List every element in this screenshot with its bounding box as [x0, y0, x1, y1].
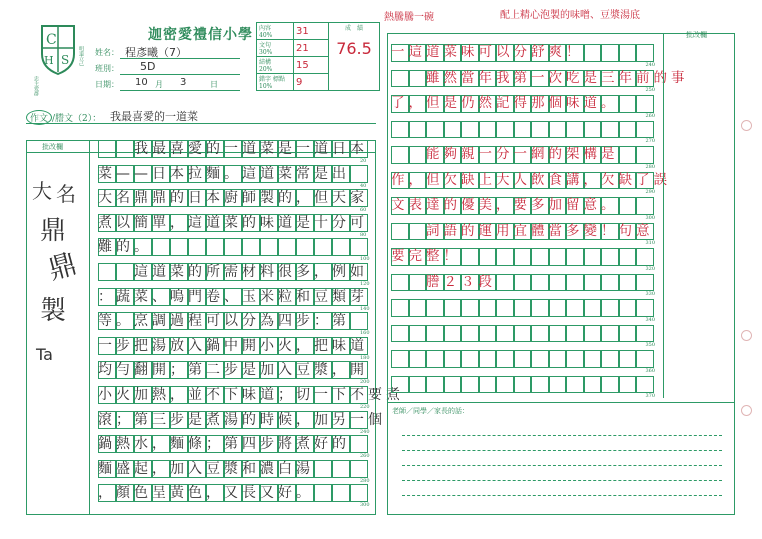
grid-row-text: 難的。	[98, 239, 152, 256]
grid-row	[98, 411, 386, 435]
grid-row-text: 一步把湯放入鍋中開小火，把味道	[98, 337, 368, 354]
score-row-pct: 30%	[259, 49, 273, 56]
date-label: 日期：	[95, 80, 119, 89]
comment-box	[387, 402, 735, 516]
row-number: 320	[645, 265, 656, 272]
school-logo	[34, 20, 82, 78]
motto-left: 忠主愛群	[33, 76, 39, 96]
row-number: 300	[645, 214, 656, 221]
comment-line	[402, 465, 722, 466]
grid-row-text: 滾；第三步是煮湯的時候，加另一個	[98, 411, 386, 428]
assignment-kind: /謄文（2）：	[52, 114, 102, 124]
grid-row-text: 詞語的運用宜體當多變！句意	[391, 222, 654, 239]
grid-row	[98, 337, 370, 361]
grid-row	[98, 165, 368, 189]
score-row-pct: 10%	[259, 83, 273, 90]
grid-row	[98, 435, 370, 460]
punch-hole	[741, 330, 752, 341]
left-margin-label: 批改欄	[42, 143, 63, 151]
row-number: 290	[645, 189, 656, 195]
date-day: 3	[180, 77, 187, 88]
grid-row-text: 大名鼎鼎的日本廚師製的，但天家	[98, 190, 368, 207]
row-number: 20	[360, 158, 367, 164]
row-number: 330	[645, 291, 656, 297]
name-label: 姓名：	[95, 48, 119, 57]
title-underline	[26, 123, 376, 124]
grid-row-text: 菜——日本拉麵。這道菜常是出	[98, 165, 350, 182]
margin-comment-char: Ta	[36, 345, 53, 364]
row-number: 300	[360, 502, 370, 509]
red-note-top: 配上精心泡製的味噌、豆漿湯底	[500, 10, 640, 21]
grid-row-text: 了，但是仍然記得那個味道。	[391, 95, 619, 111]
grid-row-text: 雖然當年我第一次吃是三年前的事	[391, 69, 689, 86]
row-number: 280	[645, 163, 656, 170]
svg-text:C: C	[46, 32, 57, 48]
date-day-unit: 日	[210, 80, 218, 89]
row-number: 350	[645, 342, 656, 348]
row-number: 140	[360, 305, 370, 312]
date-month-unit: 月	[155, 80, 163, 89]
grid-row	[98, 484, 370, 509]
assignment-prefix: 作文	[26, 110, 52, 125]
punch-hole	[741, 405, 752, 416]
class-value: 5D	[140, 60, 156, 73]
row-number: 200	[360, 379, 370, 386]
score-header: 成 績	[344, 25, 363, 32]
date-underline	[120, 90, 240, 91]
margin-comment-char: 大	[32, 179, 52, 203]
red-note-top: 熱騰騰一碗	[384, 12, 434, 23]
grid-row-text: 鍋熱水，麵條；第四步將煮好的	[98, 436, 350, 453]
row-number: 60	[360, 207, 367, 214]
comment-line	[402, 495, 722, 496]
grid-row-text: 這道菜的所需材料很多，例如	[98, 264, 368, 280]
grid-row	[98, 214, 368, 238]
grid-row	[98, 460, 370, 484]
comment-line	[402, 435, 722, 436]
grid-row-text: 文表達的優美，要多加留意。	[391, 197, 619, 213]
row-number: 280	[360, 477, 370, 484]
grid-row	[98, 189, 368, 214]
grid-row-text: ，顏色呈黃色，又長又好。	[98, 485, 314, 502]
date-month: 10	[135, 77, 148, 88]
row-number: 360	[645, 367, 656, 374]
name-value: 程彥曦（7）	[125, 46, 187, 59]
row-number: 260	[645, 112, 656, 119]
motto-right: 明道立己	[78, 46, 84, 66]
row-number: 270	[645, 138, 656, 144]
comment-line	[402, 480, 722, 481]
score-value: 9	[296, 76, 303, 88]
score-value: 21	[296, 42, 309, 54]
comment-line	[402, 450, 722, 451]
grid-row-text: 小火加熱，並不下味道；切一下不要煮	[98, 387, 404, 403]
score-total: 76.5	[336, 39, 372, 58]
grid-row	[98, 386, 404, 410]
grid-row-text: ：蔬菜、鳴門卷、玉米粒和豆類芽	[98, 288, 368, 305]
assignment-title: 我最喜愛的一道菜	[110, 110, 198, 123]
grid-row-text: 作，但欠缺上大人飲食講，欠缺了誤	[391, 171, 671, 188]
svg-text:H: H	[44, 54, 54, 67]
row-number: 80	[360, 231, 367, 238]
score-value: 15	[296, 59, 309, 71]
score-row-label: 內容	[259, 25, 272, 32]
punch-hole	[741, 120, 752, 131]
name-underline	[120, 58, 240, 59]
grid-row	[98, 288, 370, 312]
grid-row	[98, 263, 370, 287]
score-row-label: 錯字 標點	[259, 76, 285, 83]
row-number: 250	[645, 87, 656, 93]
row-number: 370	[645, 393, 656, 399]
score-table	[256, 22, 380, 91]
right-margin-column	[663, 33, 735, 398]
row-number: 220	[360, 404, 370, 410]
row-number: 180	[360, 354, 370, 361]
grid-row-text: 等。烹調過程可以分為四步：第	[98, 313, 350, 330]
comment-label: 老師／同學／家長的話：	[392, 407, 469, 415]
row-number: 240	[645, 61, 656, 68]
row-number: 260	[360, 453, 370, 460]
grid-row-text: 我最喜愛的一道菜是一道日本	[98, 141, 368, 157]
row-number: 340	[645, 316, 656, 323]
margin-comment-char: 鼎	[44, 246, 81, 287]
score-row-pct: 20%	[259, 66, 273, 73]
grid-row-text: 麵盛起，加入豆漿和濃白湯	[98, 460, 314, 477]
row-number: 240	[360, 428, 370, 435]
grid-row-text: 能夠親一分一網的架構是	[391, 146, 619, 162]
score-row-label: 結構	[259, 59, 272, 66]
grid-row	[98, 361, 370, 386]
class-underline	[120, 74, 240, 75]
row-number: 40	[360, 182, 367, 189]
class-label: 班別：	[95, 64, 119, 73]
grid-row	[98, 140, 368, 164]
svg-text:S: S	[61, 53, 70, 67]
score-value: 31	[296, 25, 309, 37]
grid-row	[98, 238, 370, 263]
margin-comment-char: 製	[40, 296, 67, 326]
row-number: 310	[645, 240, 656, 246]
right-margin-label: 批改欄	[686, 31, 707, 39]
score-row-pct: 40%	[259, 32, 273, 39]
school-name: 迦密愛禮信小學	[148, 27, 253, 43]
margin-comment-char: 名	[56, 182, 76, 206]
grid-row	[98, 312, 370, 337]
row-number: 160	[360, 330, 370, 337]
grid-row-text: 均勻翻開；第二步是加入豆漿，開	[98, 362, 368, 379]
grid-row-text: 謄２３段	[391, 273, 496, 290]
grid-row-text: 一這道菜味可以分舒爽！	[391, 44, 584, 60]
grid-row-text: 煮以簡單，這道菜的味道是十分可	[98, 214, 368, 231]
score-row-label: 文句	[259, 42, 272, 49]
row-number: 120	[360, 281, 370, 287]
margin-comment-char: 鼎	[40, 216, 67, 246]
grid-row-text: 要完整！	[391, 248, 461, 264]
row-number: 100	[360, 256, 370, 263]
